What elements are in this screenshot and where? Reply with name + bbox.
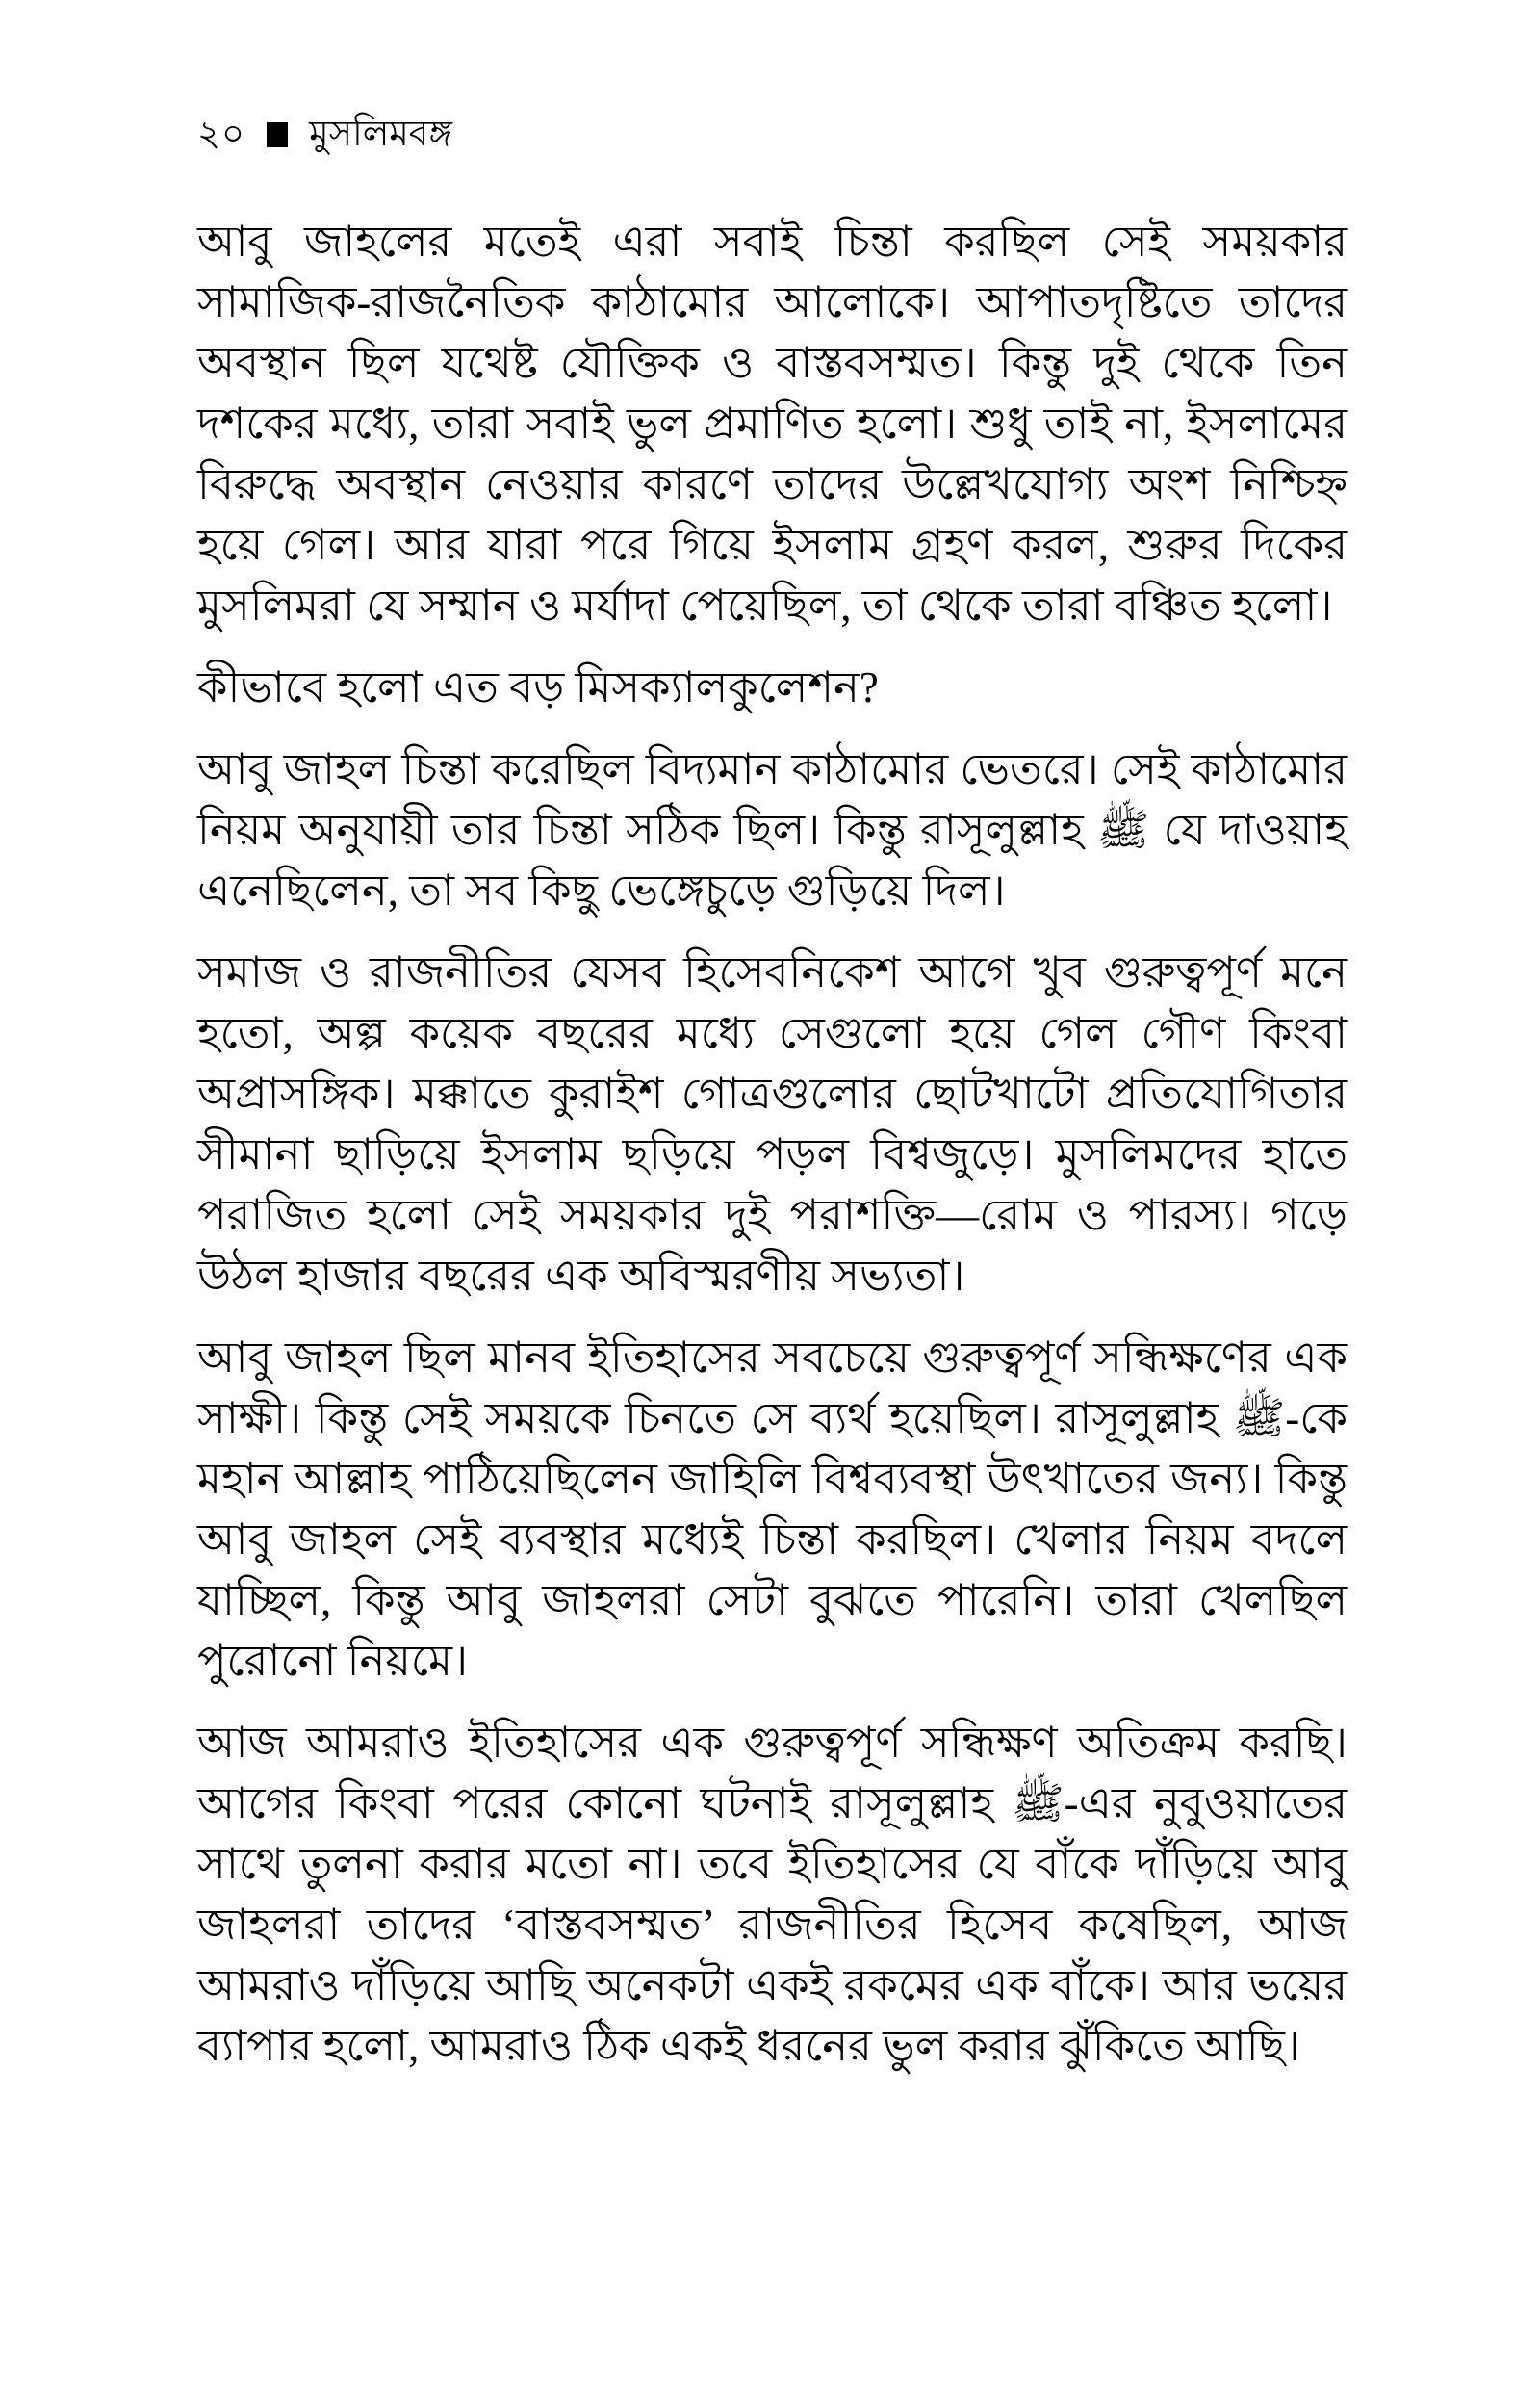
paragraph-6: আজ আমরাও ইতিহাসের এক গুরুত্বপূর্ণ সন্ধিক্ষণ অতিক্রম করছি। আগের কিংবা পরের কোনো ঘটনাই রাসূলুল্লাহ ﷺ-এর নুবুওয়াতের সাথে তুলনা করার মতো না। তবে ইতিহাসের যে বাঁকে দাঁড়িয়ে আবু জাহলরা তাদের ‘বাস্তবসম্মত’ রাজনীতির হিসেব কষেছিল, আজ আমরাও দাঁড়িয়ে আছি অনেকটা একই রকমের এক বাঁকে। আর ভয়ের ব্যাপার হলো, আমরাও ঠিক একই ধরনের ভুল করার ঝুঁকিতে আছি। <box>197 1719 1348 2071</box>
paragraph-1: আবু জাহলের মতেই এরা সবাই চিন্তা করছিল সেই সময়কার সামাজিক-রাজনৈতিক কাঠামোর আলোকে। আপাতদৃষ্টিতে তাদের অবস্থান ছিল যথেষ্ট যৌক্তিক ও বাস্তবসম্মত। কিন্তু দুই থেকে তিন দশকের মধ্যে, তারা সবাই ভুল প্রমাণিত হলো। শুধু তাই না, ইসলামের বিরুদ্ধে অবস্থান নেওয়ার কারণে তাদের উল্লেখযোগ্য অংশ নিশ্চিহ্ন হয়ে গেল। আর যারা পরে গিয়ে ইসলাম গ্রহণ করল, শুরুর দিকের মুসলিমরা যে সম্মান ও মর্যাদা পেয়েছিল, তা থেকে তারা বঞ্চিত হলো। <box>197 218 1348 631</box>
page-number: ২০ <box>197 115 246 154</box>
square-bullet-icon <box>267 122 288 147</box>
page-header <box>197 114 1348 156</box>
book-title: মুসলিমবঙ্গ <box>309 115 452 154</box>
page-body <box>197 212 1348 2077</box>
paragraph-5: আবু জাহল ছিল মানব ইতিহাসের সবচেয়ে গুরুত্বপূর্ণ সন্ধিক্ষণের এক সাক্ষী। কিন্তু সেই সময়কে চিনতে সে ব্যর্থ হয়েছিল। রাসূলুল্লাহ ﷺ-কে মহান আল্লাহ পাঠিয়েছিলেন জাহিলি বিশ্বব্যবস্থা উৎখাতের জন্য। কিন্তু আবু জাহল সেই ব্যবস্থার মধ্যেই চিন্তা করছিল। খেলার নিয়ম বদলে যাচ্ছিল, কিন্তু আবু জাহলরা সেটা বুঝতে পারেনি। তারা খেলছিল পুরোনো নিয়মে। <box>197 1333 1348 1686</box>
paragraph-2-question: কীভাবে হলো এত বড় মিসক্যালকুলেশন? <box>197 663 879 712</box>
paragraph-4: সমাজ ও রাজনীতির যেসব হিসেবনিকেশ আগে খুব গুরুত্বপূর্ণ মনে হতো, অল্প কয়েক বছরের মধ্যে সেগুলো হয়ে গেল গৌণ কিংবা অপ্রাসঙ্গিক। মক্কাতে কুরাইশ গোত্রগুলোর ছোটখাটো প্রতিযোগিতার সীমানা ছাড়িয়ে ইসলাম ছড়িয়ে পড়ল বিশ্বজুড়ে। মুসলিমদের হাতে পরাজিত হলো সেই সময়কার দুই পরাশক্তি—রোম ও পারস্য। গড়ে উঠল হাজার বছরের এক অবিস্মরণীয় সভ্যতা। <box>197 948 1348 1301</box>
paragraph-3: আবু জাহল চিন্তা করেছিল বিদ্যমান কাঠামোর ভেতরে। সেই কাঠামোর নিয়ম অনুযায়ী তার চিন্তা সঠিক ছিল। কিন্তু রাসূলুল্লাহ ﷺ যে দাওয়াহ এনেছিলেন, তা সব কিছু ভেঙ্গেচুড়ে গুড়িয়ে দিল। <box>197 745 1348 916</box>
